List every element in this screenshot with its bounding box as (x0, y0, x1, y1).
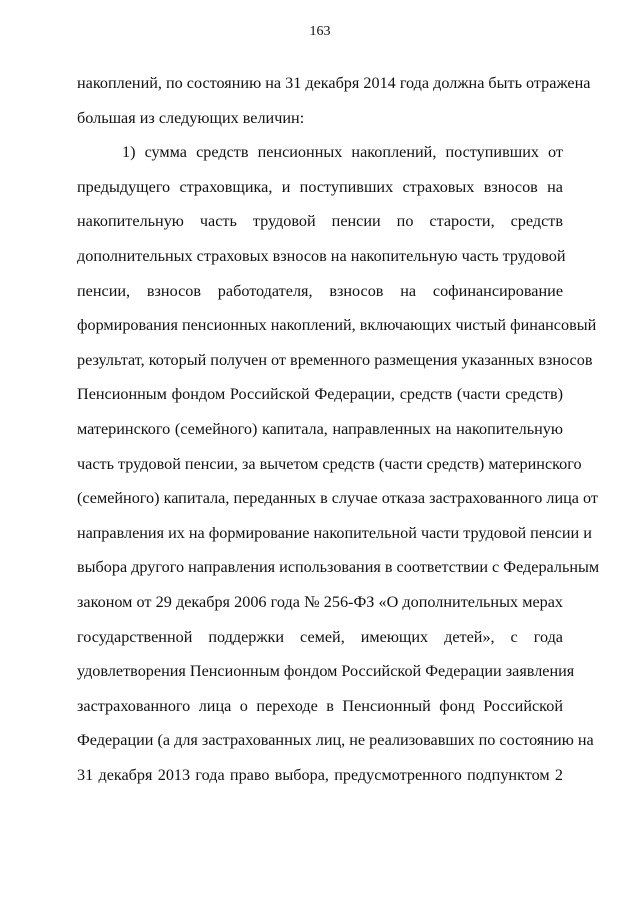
text-line: (семейного) капитала, переданных в случае отказа застрахованного лица от (77, 489, 598, 508)
text-line: Пенсионным фондом Российской Федерации, средств (части средств) (77, 385, 563, 404)
text-line: формирования пенсионных накоплений, включающих чистый финансовый (77, 316, 597, 335)
text-line: застрахованного лица о переходе в Пенсионный фонд Российской (77, 696, 563, 715)
text-line: часть трудовой пенсии, за вычетом средств (части средств) материнского (77, 454, 582, 473)
text-line: дополнительных страховых взносов на накопительную часть трудовой (77, 246, 566, 265)
text-line: большая из следующих величин: (77, 108, 305, 127)
text-line: материнского (семейного) капитала, направленных на накопительную (77, 419, 563, 438)
text-line: Федерации (а для застрахованных лиц, не реализовавших по состоянию на (77, 731, 594, 750)
text-line: удовлетворения Пенсионным фондом Российской Федерации заявления (77, 662, 575, 681)
page-number: 163 (309, 24, 331, 39)
text-line: государственной поддержки семей, имеющих детей», с года (77, 627, 563, 646)
text-line: пенсии, взносов работодателя, взносов на софинансирование (77, 281, 563, 300)
text-line: 31 декабря 2013 года право выбора, предусмотренного подпунктом 2 (77, 765, 563, 784)
text-line: накоплений, по состоянию на 31 декабря 2014 года должна быть отражена (77, 74, 591, 92)
text-line: выбора другого направления использования в соответствии с Федеральным (77, 558, 600, 577)
document-body (77, 66, 600, 792)
text-line: результат, который получен от временного размещения указанных взносов (77, 350, 593, 369)
text-line: накопительную часть трудовой пенсии по старости, средств (77, 212, 563, 231)
text-line: предыдущего страховщика, и поступивших страховых взносов на (77, 177, 563, 196)
text-line: законом от 29 декабря 2006 года № 256-ФЗ «О дополнительных мерах (77, 592, 563, 611)
text-line: направления их на формирование накопительной части трудовой пенсии и (77, 523, 592, 542)
text-line: 1) сумма средств пенсионных накоплений, поступивших от (122, 143, 563, 162)
